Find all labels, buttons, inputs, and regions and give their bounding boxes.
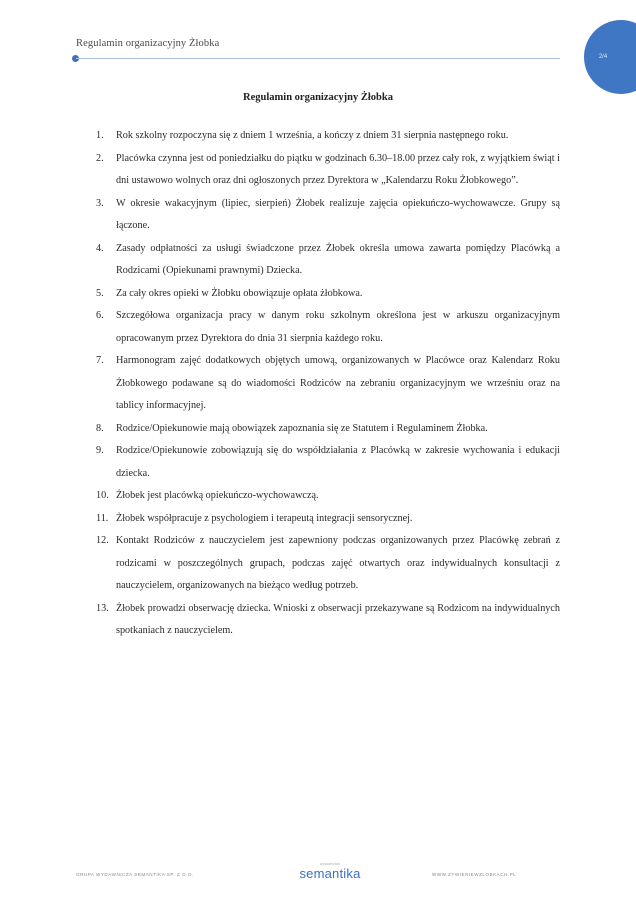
list-item-text: Żłobek jest placówką opiekuńczo-wychowawczą. bbox=[116, 490, 319, 501]
list-item bbox=[96, 283, 560, 306]
list-item-number: 12. bbox=[96, 535, 109, 546]
list-item-text: Żłobek współpracuje z psychologiem i terapeutą integracji sensorycznej. bbox=[116, 512, 413, 524]
footer-website: WWW.ZYWIENIEWZLOBKACH.PL bbox=[432, 872, 517, 877]
header-title: Regulamin organizacyjny Żłobka bbox=[76, 38, 220, 49]
list-item-number: 9. bbox=[96, 445, 104, 456]
list-item-number: 7. bbox=[96, 355, 104, 366]
list-item bbox=[96, 530, 560, 598]
footer-logo-tagline: wydawnictwo bbox=[319, 862, 341, 866]
list-item-number: 10. bbox=[96, 490, 109, 501]
list-item-number: 5. bbox=[96, 287, 104, 299]
document-title: Regulamin organizacyjny Żłobka bbox=[243, 92, 393, 103]
list-item bbox=[96, 418, 560, 441]
list-item-number: 2. bbox=[96, 152, 104, 164]
list-item-text: Placówka czynna jest od poniedziałku do piątku w godzinach 6.30–18.00 przez cały rok, z wyjątkiem świąt i dni ustawowo wolnych oraz dni ogłoszonych przez Dyrektora w „Kalendarzu Roku Żłobkowego”. bbox=[116, 152, 560, 186]
list-item bbox=[96, 508, 560, 531]
list-item-text: Zasady odpłatności za usługi świadczone przez Żłobek określa umowa zawarta pomiędzy Placówką a Rodzicami (Opiekunami prawnymi) Dziecka. bbox=[116, 242, 560, 276]
list-item-text: Harmonogram zajęć dodatkowych objętych umową, organizowanych w Placówce oraz Kalendarz Roku Żłobkowego podawane są do wiadomości Rodziców na zebraniu organizacyjnym we wrześniu oraz na tablicy informacyjnej. bbox=[116, 355, 560, 411]
list-item-text: Za cały okres opieki w Żłobku obowiązuje opłata żłobkowa. bbox=[116, 287, 363, 299]
list-item bbox=[96, 485, 560, 508]
list-item-number: 8. bbox=[96, 422, 104, 434]
rules-list bbox=[96, 125, 560, 643]
list-item-number: 11. bbox=[96, 512, 109, 524]
list-item bbox=[96, 148, 560, 193]
footer-logo bbox=[280, 862, 380, 881]
list-item-number: 6. bbox=[96, 310, 104, 321]
list-item-text: W okresie wakacyjnym (lipiec, sierpień) Żłobek realizuje zajęcia opiekuńczo-wychowawcze. Grupy są łączone. bbox=[116, 197, 560, 231]
list-item bbox=[96, 598, 560, 643]
list-item-text: Rodzice/Opiekunowie zobowiązują się do współdziałania z Placówką w zakresie wychowania i edukacji dziecka. bbox=[116, 445, 560, 479]
list-item-text: Kontakt Rodziców z nauczycielem jest zapewniony podczas organizowanych przez Placówkę zebrań z rodzicami w poszczególnych grupach, podczas zajęć otwartych oraz indywidualnych konsultacji z nauczycielem, organizowanych na bieżąco według potrzeb. bbox=[116, 535, 560, 591]
list-item bbox=[96, 305, 560, 350]
page-number: 2/4 bbox=[598, 54, 608, 60]
list-item-number: 4. bbox=[96, 242, 104, 254]
list-item bbox=[96, 125, 560, 148]
list-item-text: Żłobek prowadzi obserwację dziecka. Wnioski z obserwacji przekazywane są Rodzicom na indywidualnych spotkaniach z nauczycielem. bbox=[116, 602, 560, 636]
list-item bbox=[96, 440, 560, 485]
list-item-number: 1. bbox=[96, 130, 104, 141]
header-rule bbox=[76, 58, 560, 59]
list-item-text: Szczegółowa organizacja pracy w danym roku szkolnym określona jest w arkuszu organizacyjnym opracowanym przez Dyrektora do dnia 31 sierpnia każdego roku. bbox=[116, 310, 560, 344]
list-item-text: Rodzice/Opiekunowie mają obowiązek zapoznania się ze Statutem i Regulaminem Żłobka. bbox=[116, 422, 488, 434]
list-item-number: 3. bbox=[96, 197, 104, 209]
list-item-text: Rok szkolny rozpoczyna się z dniem 1 września, a kończy z dniem 31 sierpnia następnego roku. bbox=[116, 130, 509, 141]
footer-publisher: GRUPA WYDAWNICZA SEMANTIKA SP. Z O.O. bbox=[76, 872, 194, 877]
list-item bbox=[96, 193, 560, 238]
footer-logo-name: semantika bbox=[299, 866, 361, 881]
list-item bbox=[96, 238, 560, 283]
list-item-number: 13. bbox=[96, 602, 109, 614]
list-item bbox=[96, 350, 560, 418]
